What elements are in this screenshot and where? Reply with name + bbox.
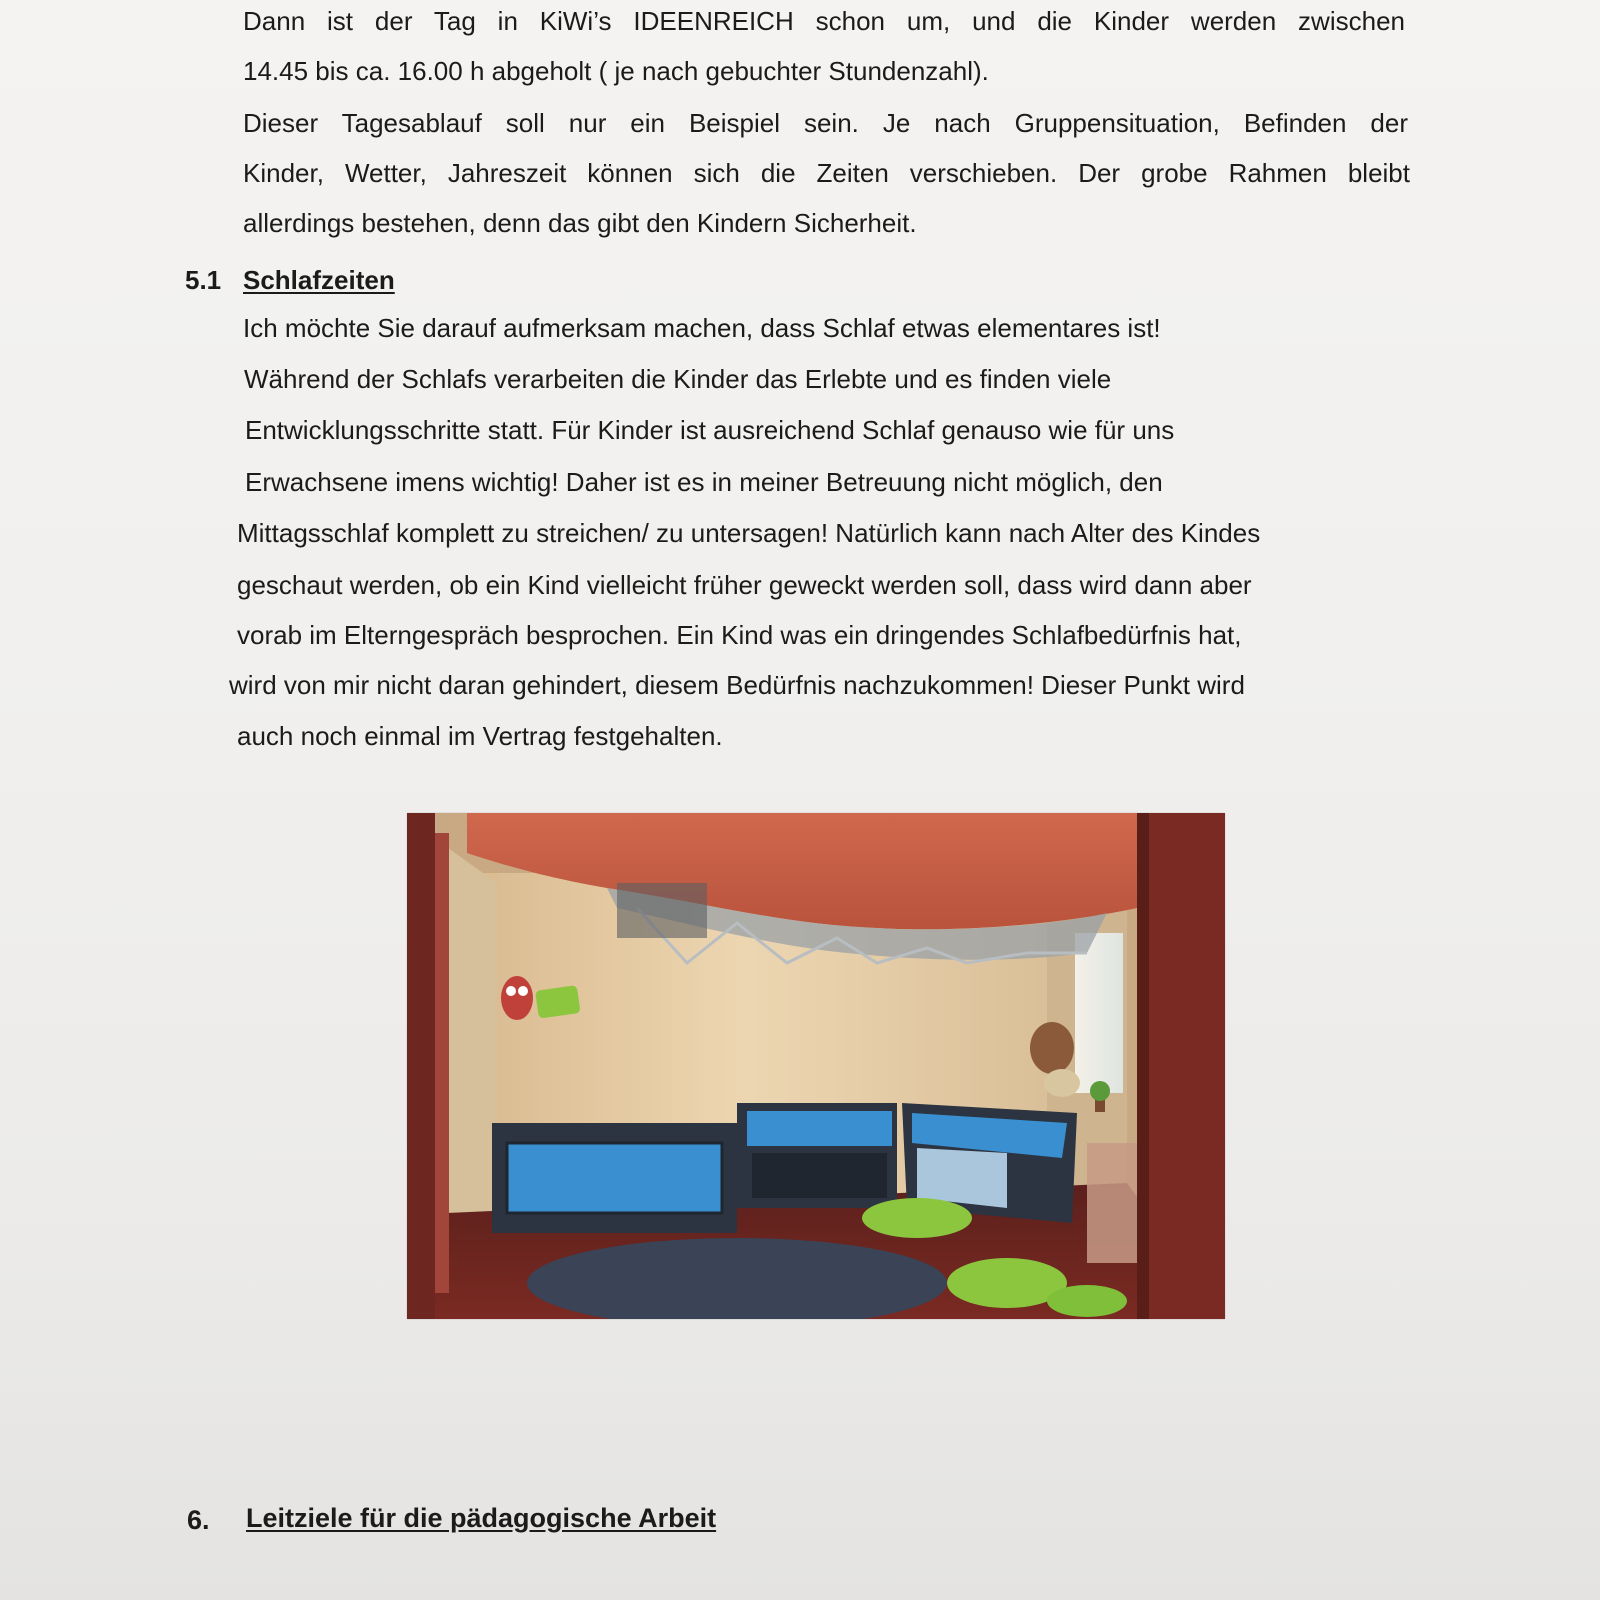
section-5-1-title: Schlafzeiten <box>243 265 395 295</box>
intro-line-3: Dieser Tagesablauf soll nur ein Beispiel sein. Je nach Gruppensituation, Befinden der <box>243 108 1408 138</box>
s51-line-3: Entwicklungsschritte statt. Für Kinder ist ausreichend Schlaf genauso wie für uns <box>245 415 1175 445</box>
intro-line-1: Dann ist der Tag in KiWi’s IDEENREICH schon um, und die Kinder werden zwischen <box>243 6 1405 36</box>
owl-decoration <box>501 976 533 1020</box>
door-frame-left <box>407 813 435 1319</box>
intro-line-5: allerdings bestehen, denn das gibt den Kindern Sicherheit. <box>243 208 917 238</box>
s51-line-5: Mittagsschlaf komplett zu streichen/ zu untersagen! Natürlich kann nach Alter des Kindes <box>237 518 1261 548</box>
crib-left <box>492 1123 737 1233</box>
s51-line-4: Erwachsene imens wichtig! Daher ist es in meiner Betreuung nicht möglich, den <box>245 467 1163 497</box>
section-5-1-number: 5.1 <box>185 265 222 295</box>
sleeping-room-photo-illustration <box>407 813 1225 1319</box>
leaf-decoration <box>535 985 580 1019</box>
s51-line-1: Ich möchte Sie darauf aufmerksam machen, dass Schlaf etwas elementares ist! <box>243 313 1161 343</box>
door-frame-right <box>1137 813 1225 1319</box>
s51-line-7: vorab im Elterngespräch besprochen. Ein Kind was ein dringendes Schlafbedürfnis hat, <box>237 620 1242 650</box>
intro-line-4: Kinder, Wetter, Jahreszeit können sich die Zeiten verschieben. Der grobe Rahmen bleibt <box>243 158 1410 188</box>
s51-line-9: auch noch einmal im Vertrag festgehalten. <box>237 721 723 751</box>
s51-line-2: Während der Schlafs verarbeiten die Kinder das Erlebte und es finden viele <box>244 364 1112 394</box>
intro-line-2: 14.45 bis ca. 16.00 h abgeholt ( je nach gebuchter Stundenzahl). <box>243 56 989 86</box>
crib-middle <box>737 1103 897 1208</box>
section-6-number: 6. <box>187 1505 210 1535</box>
s51-line-8: wird von mir nicht daran gehindert, diesem Bedürfnis nachzukommen! Dieser Punkt wird <box>229 670 1245 700</box>
s51-line-6: geschaut werden, ob ein Kind vielleicht früher geweckt werden soll, dass wird dann aber <box>237 570 1252 600</box>
cushion <box>862 1198 972 1238</box>
sleeping-room-photo <box>407 813 1225 1319</box>
section-6-title: Leitziele für die pädagogische Arbeit <box>246 1503 717 1533</box>
window <box>1075 933 1123 1093</box>
